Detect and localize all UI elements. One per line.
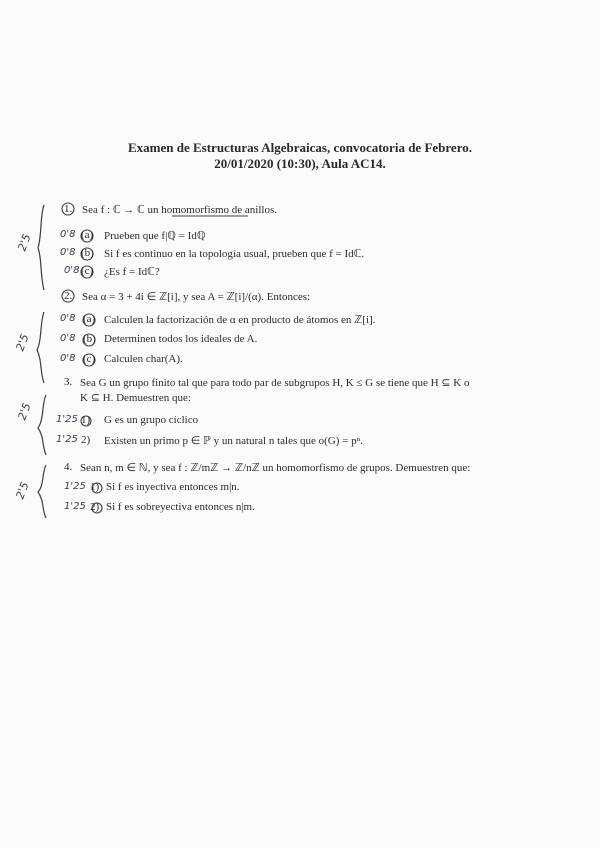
item-4-2-text: Si f es sobreyectiva entonces n|m. xyxy=(106,501,255,513)
score-3-1: 1'25 xyxy=(56,414,78,425)
item-1b-text: Si f es continuo en la topología usual, prueben que f = Idℂ. xyxy=(104,248,365,260)
total-problem-4: 2'5 xyxy=(13,480,32,501)
brace-problem-1 xyxy=(38,205,44,290)
problem-4-statement: Sean n, m ∈ ℕ, y sea f : ℤ/mℤ → ℤ/nℤ un homomorfismo de grupos. Demuestren que: xyxy=(80,462,471,474)
item-1b-label: (b) xyxy=(81,247,94,259)
item-4-1-text: Si f es inyectiva entonces m|n. xyxy=(106,481,240,493)
score-3-2: 1'25 xyxy=(56,434,78,445)
problem-4-number: 4. xyxy=(64,461,73,473)
problem-1-number: 1. xyxy=(64,203,73,215)
item-2c-label: (c) xyxy=(83,353,96,365)
item-2a-text: Calculen la factorización de α en producto de átomos en ℤ[i]. xyxy=(104,314,376,326)
brace-problem-3 xyxy=(38,395,46,455)
problem-2-number: 2. xyxy=(64,290,73,302)
problem-3-number: 3. xyxy=(64,376,73,388)
item-3-1-text: G es un grupo cíclico xyxy=(104,414,199,426)
score-1b: 0'8 xyxy=(60,247,76,258)
total-problem-3: 2'5 xyxy=(15,401,34,422)
problem-3-statement-1: Sea G un grupo finito tal que para todo par de subgrupos H, K ≤ G se tiene que H ⊆ K o xyxy=(80,377,470,389)
item-2c-text: Calculen char(A). xyxy=(104,353,183,365)
item-1a-text: Prueben que f|ℚ = Idℚ xyxy=(104,230,206,242)
problem-3-statement-2: K ⊆ H. Demuestren que: xyxy=(80,392,191,404)
total-problem-1: 2'5 xyxy=(15,232,34,253)
item-2b-text: Determinen todos los ideales de A. xyxy=(104,333,258,345)
score-4-2: 1'25 xyxy=(64,501,86,512)
item-1c-label: (c) xyxy=(81,265,94,277)
item-3-1-label: 1) xyxy=(81,414,91,426)
score-2c: 0'8 xyxy=(60,353,76,364)
brace-problem-4 xyxy=(38,465,46,518)
item-2a-label: (a) xyxy=(83,313,96,325)
brace-problem-2 xyxy=(37,312,44,383)
total-problem-2: 2'5 xyxy=(13,332,32,353)
item-2b-label: (b) xyxy=(83,333,96,345)
score-1c: 0'8 xyxy=(64,265,80,276)
score-1a: 0'8 xyxy=(60,229,76,240)
score-4-1: 1'25 xyxy=(64,481,86,492)
item-1a-label: (a) xyxy=(81,229,94,241)
problem-1-statement: Sea f : ℂ → ℂ un homomorfismo de anillos. xyxy=(82,204,278,216)
exam-title: Examen de Estructuras Algebraicas, convocatoria de Febrero. xyxy=(128,140,472,155)
item-3-2-label: 2) xyxy=(81,434,91,446)
problem-2-statement: Sea α = 3 + 4i ∈ ℤ[i], y sea A = ℤ[i]/(α). Entonces: xyxy=(82,291,311,303)
item-3-2-text: Existen un primo p ∈ ℙ y un natural n tales que o(G) = pⁿ. xyxy=(104,435,363,447)
score-2a: 0'8 xyxy=(60,313,76,324)
item-1c-text: ¿Es f = Idℂ? xyxy=(104,266,160,278)
exam-date-room: 20/01/2020 (10:30), Aula AC14. xyxy=(214,156,386,171)
item-4-1-label: 1) xyxy=(90,481,100,493)
item-4-2-label: 2) xyxy=(90,501,100,513)
score-2b: 0'8 xyxy=(60,333,76,344)
